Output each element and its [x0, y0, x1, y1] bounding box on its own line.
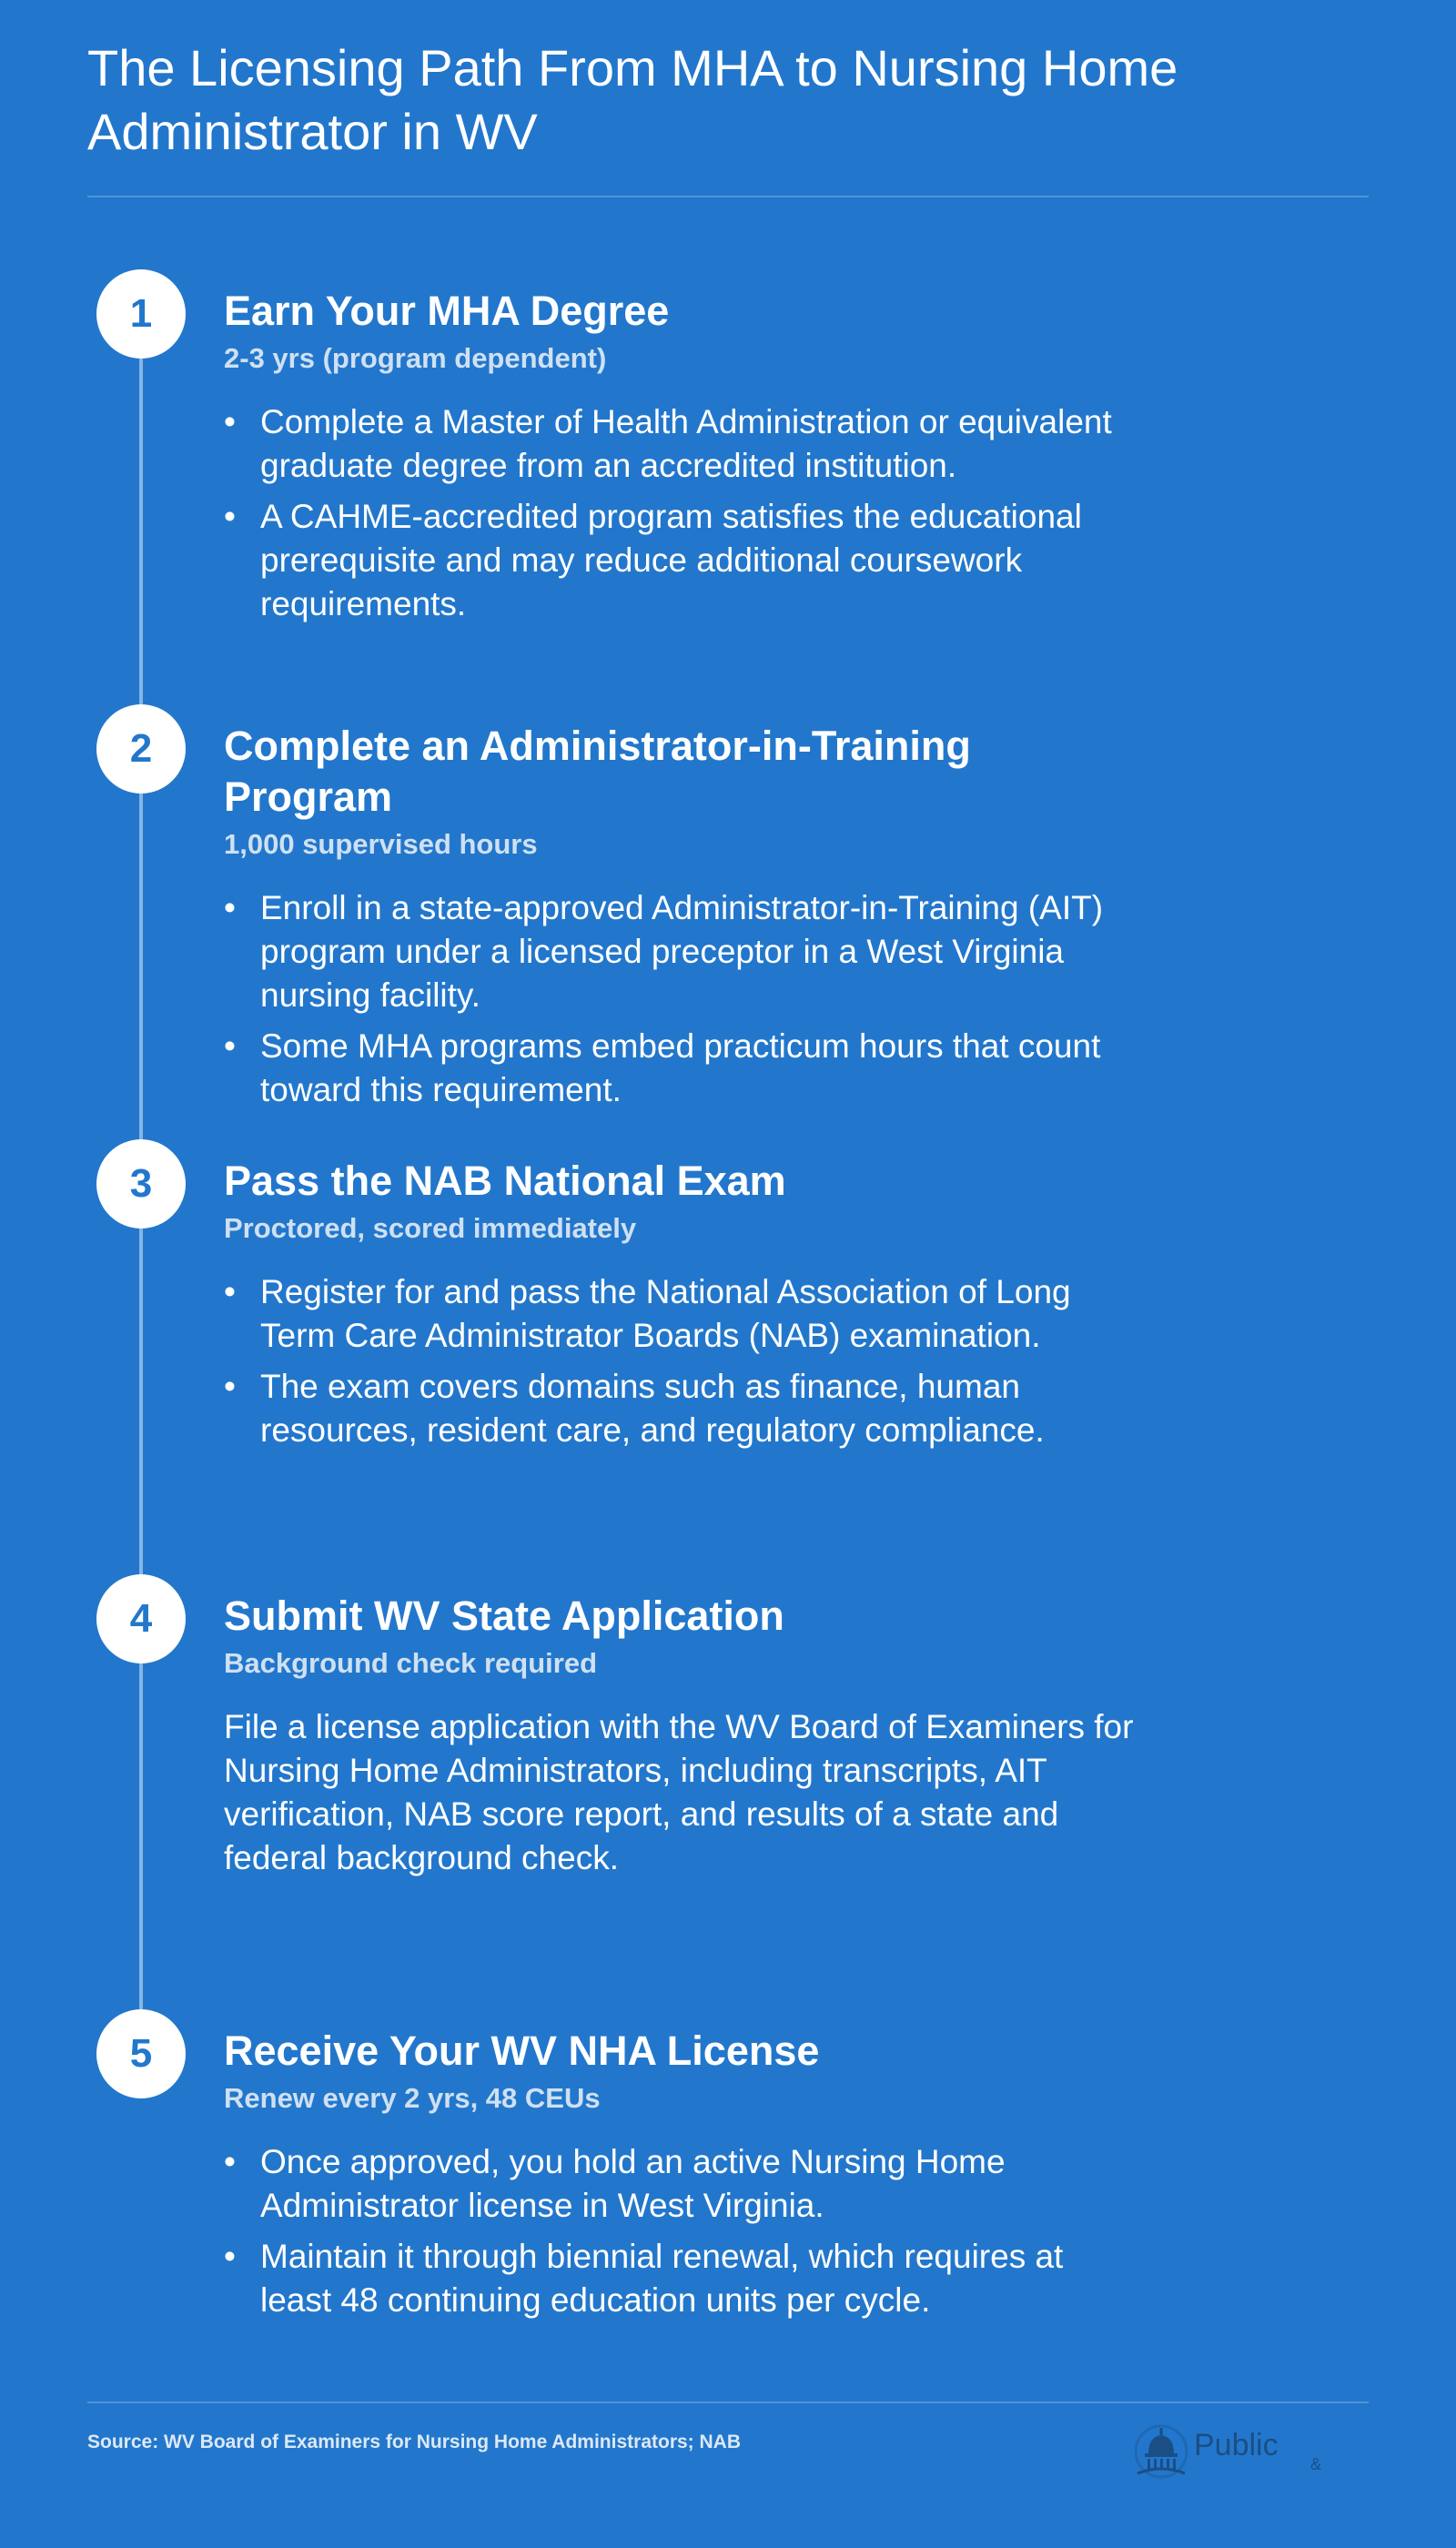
- bullet-icon: •: [224, 1368, 236, 1405]
- list-item: • The exam covers domains such as finance, human resources, resident care, and regulatory compliance.: [224, 1365, 1134, 1452]
- step-number-badge: 3: [96, 1139, 186, 1228]
- list-item: • Once approved, you hold an active Nursing Home Administrator license in West Virginia.: [224, 2140, 1134, 2228]
- page-title: The Licensing Path From MHA to Nursing Home Administrator in WV: [87, 39, 1178, 160]
- bullet-icon: •: [224, 403, 236, 440]
- list-item: • Some MHA programs embed practicum hours that count toward this requirement.: [224, 1025, 1134, 1112]
- list-item: • A CAHME-accredited program satisfies the educational prerequisite and may reduce additional coursework requirements.: [224, 495, 1134, 626]
- list-item: • Enroll in a state-approved Administrator-in-Training (AIT) program under a licensed preceptor in a West Virginia nursing facility.: [224, 886, 1134, 1017]
- bullet-icon: •: [224, 1273, 236, 1310]
- list-item: • Register for and pass the National Association of Long Term Care Administrator Boards (NAB) examination.: [224, 1270, 1134, 1358]
- step-bullet-list: [224, 400, 1134, 626]
- brand-logo: [1132, 2422, 1369, 2486]
- capitol-dome-icon: [1132, 2422, 1190, 2481]
- step-title: Pass the NAB National Exam: [224, 1158, 786, 1204]
- step-title: Receive Your WV NHA License: [224, 2027, 820, 2074]
- logo-wordmark: Public: [1194, 2428, 1279, 2462]
- step-number-badge: 5: [96, 2009, 186, 2098]
- step-title: Submit WV State Application: [224, 1592, 784, 1639]
- header-divider: [87, 196, 1369, 197]
- step-duration: Proctored, scored immediately: [224, 1212, 637, 1244]
- step-number-badge: 1: [96, 269, 186, 359]
- bullet-icon: •: [224, 1027, 236, 1065]
- step-number-badge: 4: [96, 1574, 186, 1663]
- bullet-icon: •: [224, 2238, 236, 2275]
- step-title: Earn Your MHA Degree: [224, 288, 670, 334]
- bullet-icon: •: [224, 498, 236, 535]
- bullet-icon: •: [224, 889, 236, 926]
- step-title: Complete an Administrator-in-Training Program: [224, 723, 971, 820]
- step-bullet-list: [224, 886, 1134, 1112]
- step-description: File a license application with the WV Board of Examiners for Nursing Home Administrators, including transcripts, AIT verification, NAB score report, and results of a state and federal background check.: [224, 1708, 1134, 1876]
- step-duration: Renew every 2 yrs, 48 CEUs: [224, 2082, 601, 2114]
- list-item: • Complete a Master of Health Administration or equivalent graduate degree from an accredited institution.: [224, 400, 1134, 488]
- footer-divider: [87, 2401, 1369, 2403]
- list-item: • Maintain it through biennial renewal, which requires at least 48 continuing education units per cycle.: [224, 2235, 1134, 2322]
- logo-ampersand: &: [1310, 2455, 1322, 2473]
- step-bullet-list: [224, 1270, 1134, 1452]
- bullet-icon: •: [224, 2143, 236, 2180]
- step-duration: 1,000 supervised hours: [224, 828, 538, 860]
- step-duration: 2-3 yrs (program dependent): [224, 342, 607, 374]
- source-note: Source: WV Board of Examiners for Nursing Home Administrators; NAB: [87, 2432, 741, 2452]
- step-duration: Background check required: [224, 1647, 598, 1679]
- step-number-badge: 2: [96, 704, 186, 794]
- step-bullet-list: [224, 2140, 1134, 2322]
